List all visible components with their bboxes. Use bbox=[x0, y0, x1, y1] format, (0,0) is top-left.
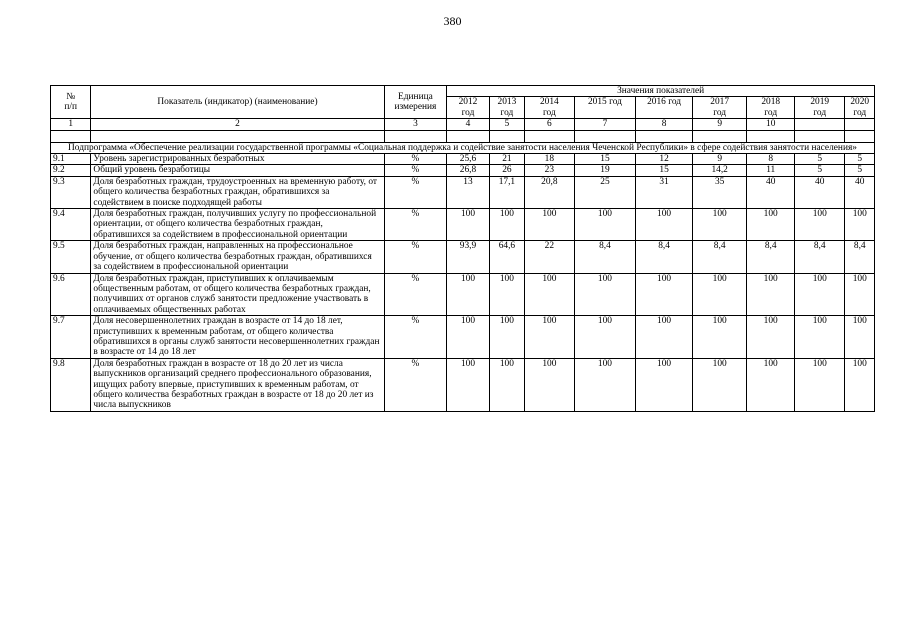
blank-cell bbox=[845, 130, 875, 142]
column-number-cell: 2 bbox=[91, 119, 384, 130]
unit-cell: % bbox=[384, 209, 447, 241]
value-cell: 100 bbox=[525, 273, 575, 316]
column-number-cell: 1 bbox=[51, 119, 91, 130]
table-row bbox=[51, 316, 875, 359]
header-year: 2014 год bbox=[525, 97, 575, 119]
value-cell: 100 bbox=[525, 358, 575, 411]
value-cell: 14,2 bbox=[692, 165, 747, 176]
value-cell: 100 bbox=[845, 358, 875, 411]
table-row bbox=[51, 241, 875, 273]
unit-cell: % bbox=[384, 165, 447, 176]
value-cell: 9 bbox=[692, 154, 747, 165]
row-number: 9.8 bbox=[51, 358, 91, 411]
blank-cell bbox=[91, 130, 384, 142]
indicator-name: Доля безработных граждан, трудоустроенных на временную работу, от общего количества безработных граждан, обратившихся за содействием в поиске подходящей работы bbox=[91, 176, 384, 208]
header-values-group: Значения показателей bbox=[447, 86, 875, 97]
unit-cell: % bbox=[384, 273, 447, 316]
blank-cell bbox=[51, 130, 91, 142]
indicator-name: Общий уровень безработицы bbox=[91, 165, 384, 176]
header-year: 2020 год bbox=[845, 97, 875, 119]
header-year: 2012 год bbox=[447, 97, 489, 119]
value-cell: 13 bbox=[447, 176, 489, 208]
table-row bbox=[51, 358, 875, 411]
column-number-cell: 10 bbox=[747, 119, 795, 130]
value-cell: 20,8 bbox=[525, 176, 575, 208]
row-number: 9.5 bbox=[51, 241, 91, 273]
column-number-cell: 4 bbox=[447, 119, 489, 130]
blank-cell bbox=[747, 130, 795, 142]
unit-cell: % bbox=[384, 176, 447, 208]
unit-cell: % bbox=[384, 241, 447, 273]
value-cell: 26 bbox=[489, 165, 524, 176]
value-cell: 100 bbox=[692, 273, 747, 316]
value-cell: 100 bbox=[447, 273, 489, 316]
value-cell: 100 bbox=[447, 316, 489, 359]
value-cell: 5 bbox=[845, 154, 875, 165]
value-cell: 100 bbox=[747, 316, 795, 359]
value-cell: 100 bbox=[794, 316, 845, 359]
unit-cell: % bbox=[384, 154, 447, 165]
value-cell: 8,4 bbox=[692, 241, 747, 273]
value-cell: 100 bbox=[636, 273, 693, 316]
value-cell: 100 bbox=[489, 209, 524, 241]
value-cell: 40 bbox=[845, 176, 875, 208]
value-cell: 11 bbox=[747, 165, 795, 176]
row-number: 9.1 bbox=[51, 154, 91, 165]
value-cell: 93,9 bbox=[447, 241, 489, 273]
value-cell: 26,8 bbox=[447, 165, 489, 176]
column-number-cell: 6 bbox=[525, 119, 575, 130]
unit-cell: % bbox=[384, 358, 447, 411]
value-cell: 100 bbox=[489, 273, 524, 316]
value-cell: 17,1 bbox=[489, 176, 524, 208]
blank-cell bbox=[525, 130, 575, 142]
blank-cell bbox=[384, 130, 447, 142]
value-cell: 100 bbox=[525, 209, 575, 241]
header-year: 2018 год bbox=[747, 97, 795, 119]
value-cell: 64,6 bbox=[489, 241, 524, 273]
blank-cell bbox=[489, 130, 524, 142]
value-cell: 100 bbox=[447, 209, 489, 241]
blank-cell bbox=[574, 130, 636, 142]
indicator-name: Доля безработных граждан в возрасте от 18 до 20 лет из числа выпускников организаций среднего профессионального образования, ищущих работу впервые, приступивших к временным работам, от общего количества безработных граждан в возрасте от 18 до 20 лет из числа выпускников bbox=[91, 358, 384, 411]
value-cell: 25,6 bbox=[447, 154, 489, 165]
indicator-name: Уровень зарегистрированных безработных bbox=[91, 154, 384, 165]
value-cell: 8,4 bbox=[747, 241, 795, 273]
column-number-cell: 7 bbox=[574, 119, 636, 130]
value-cell: 23 bbox=[525, 165, 575, 176]
value-cell: 100 bbox=[747, 273, 795, 316]
value-cell: 100 bbox=[636, 316, 693, 359]
column-number-cell: 3 bbox=[384, 119, 447, 130]
row-number: 9.4 bbox=[51, 209, 91, 241]
value-cell: 100 bbox=[692, 209, 747, 241]
value-cell: 31 bbox=[636, 176, 693, 208]
subprogram-title: Подпрограмма «Обеспечение реализации государственной программы «Социальная поддержка и содействие занятости населения Чеченской Республики» в сфере содействия занятости населения» bbox=[51, 142, 875, 153]
header-year: 2016 год bbox=[636, 97, 693, 119]
row-number: 9.7 bbox=[51, 316, 91, 359]
value-cell: 8,4 bbox=[845, 241, 875, 273]
value-cell: 40 bbox=[747, 176, 795, 208]
value-cell: 100 bbox=[636, 358, 693, 411]
blank-row bbox=[51, 130, 875, 142]
value-cell: 100 bbox=[692, 316, 747, 359]
value-cell: 18 bbox=[525, 154, 575, 165]
value-cell: 100 bbox=[636, 209, 693, 241]
value-cell: 15 bbox=[636, 165, 693, 176]
value-cell: 100 bbox=[574, 358, 636, 411]
column-number-cell bbox=[845, 119, 875, 130]
value-cell: 12 bbox=[636, 154, 693, 165]
table-row bbox=[51, 165, 875, 176]
value-cell: 35 bbox=[692, 176, 747, 208]
indicator-name: Доля несовершеннолетних граждан в возрасте от 14 до 18 лет, приступивших к временным работам, от общего количества обратившихся в органы служб занятости несовершеннолетних граждан в возрасте от 14 до 18 лет bbox=[91, 316, 384, 359]
column-number-row bbox=[51, 119, 875, 130]
row-number: 9.6 bbox=[51, 273, 91, 316]
row-number: 9.3 bbox=[51, 176, 91, 208]
column-number-cell: 9 bbox=[692, 119, 747, 130]
header-year: 2019 год bbox=[794, 97, 845, 119]
table-row bbox=[51, 154, 875, 165]
column-number-cell bbox=[794, 119, 845, 130]
table-row bbox=[51, 176, 875, 208]
blank-cell bbox=[636, 130, 693, 142]
header-year: 2017 год bbox=[692, 97, 747, 119]
table-row bbox=[51, 273, 875, 316]
blank-cell bbox=[447, 130, 489, 142]
value-cell: 100 bbox=[747, 358, 795, 411]
header-indicator: Показатель (индикатор) (наименование) bbox=[91, 86, 384, 119]
blank-cell bbox=[692, 130, 747, 142]
indicator-name: Доля безработных граждан, приступивших к оплачиваемым общественным работам, от общего количества безработных граждан, получивших от органов служб занятости предложение участвовать в оплачиваемых общественных работах bbox=[91, 273, 384, 316]
value-cell: 25 bbox=[574, 176, 636, 208]
column-number-cell: 8 bbox=[636, 119, 693, 130]
value-cell: 100 bbox=[845, 209, 875, 241]
value-cell: 8,4 bbox=[794, 241, 845, 273]
table-body bbox=[51, 86, 875, 412]
value-cell: 15 bbox=[574, 154, 636, 165]
value-cell: 8,4 bbox=[636, 241, 693, 273]
header-year: 2013 год bbox=[489, 97, 524, 119]
column-number-cell: 5 bbox=[489, 119, 524, 130]
indicator-name: Доля безработных граждан, направленных на профессиональное обучение, от общего количества безработных граждан, обратившихся за содействием в профессиональной ориентации bbox=[91, 241, 384, 273]
value-cell: 40 bbox=[794, 176, 845, 208]
header-unit: Единица измерения bbox=[384, 86, 447, 119]
value-cell: 21 bbox=[489, 154, 524, 165]
indicators-table bbox=[50, 85, 875, 412]
table-row bbox=[51, 209, 875, 241]
value-cell: 100 bbox=[489, 316, 524, 359]
value-cell: 8,4 bbox=[574, 241, 636, 273]
value-cell: 100 bbox=[794, 273, 845, 316]
value-cell: 100 bbox=[525, 316, 575, 359]
value-cell: 100 bbox=[794, 358, 845, 411]
value-cell: 8 bbox=[747, 154, 795, 165]
value-cell: 5 bbox=[794, 154, 845, 165]
value-cell: 100 bbox=[447, 358, 489, 411]
value-cell: 5 bbox=[794, 165, 845, 176]
value-cell: 100 bbox=[489, 358, 524, 411]
page-number: 380 bbox=[443, 14, 462, 28]
value-cell: 100 bbox=[692, 358, 747, 411]
value-cell: 100 bbox=[794, 209, 845, 241]
value-cell: 100 bbox=[574, 273, 636, 316]
value-cell: 100 bbox=[845, 273, 875, 316]
value-cell: 100 bbox=[574, 316, 636, 359]
value-cell: 100 bbox=[845, 316, 875, 359]
header-year: 2015 год bbox=[574, 97, 636, 119]
value-cell: 100 bbox=[747, 209, 795, 241]
row-number: 9.2 bbox=[51, 165, 91, 176]
value-cell: 5 bbox=[845, 165, 875, 176]
subprogram-row bbox=[51, 142, 875, 153]
value-cell: 19 bbox=[574, 165, 636, 176]
value-cell: 100 bbox=[574, 209, 636, 241]
unit-cell: % bbox=[384, 316, 447, 359]
value-cell: 22 bbox=[525, 241, 575, 273]
header-no: № п/п bbox=[51, 86, 91, 119]
indicator-name: Доля безработных граждан, получивших услугу по профессиональной ориентации, от общего количества безработных граждан, обратившихся за содействием в профессиональной ориентации bbox=[91, 209, 384, 241]
header-row-top bbox=[51, 86, 875, 97]
blank-cell bbox=[794, 130, 845, 142]
